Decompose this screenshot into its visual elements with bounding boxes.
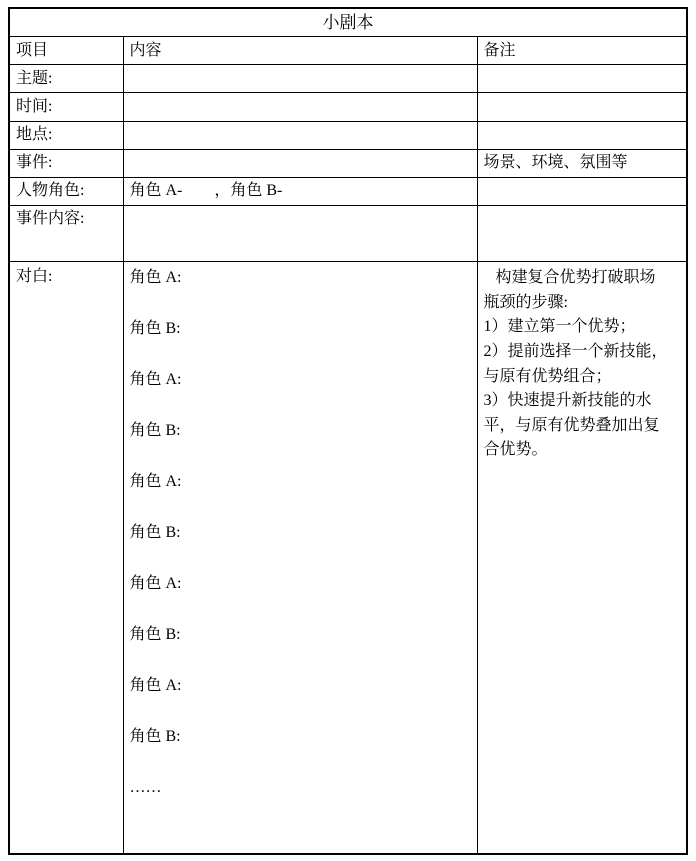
note-cell: 场景、环境、氛围等 [477,149,687,177]
header-item-cell: 项目 [9,37,123,65]
content-cell [123,93,477,121]
note-cell [477,177,687,205]
dialogue-line: 角色 A: [129,575,182,593]
dialogue-line: …… [129,779,162,797]
dialogue-line: 角色 B: [129,422,181,440]
dialogue-note-cell [477,262,687,854]
header-content-cell: 内容 [123,37,477,65]
script-table [8,7,688,855]
header-note-cell: 备注 [477,37,687,65]
note-line: 3）快速提升新技能的水 [483,392,652,410]
dialogue-item-label: 对白: [9,262,123,854]
item-cell: 事件内容: [9,205,123,261]
table-row [9,121,687,149]
note-cell [477,65,687,93]
table-row [9,93,687,121]
item-cell: 主题: [9,65,123,93]
note-cell [477,121,687,149]
note-line: 平，与原有优势叠加出复 [483,416,660,434]
note-line: 2）提前选择一个新技能， [483,342,668,360]
table-title: 小剧本 [9,8,687,37]
table-row [9,205,687,261]
item-cell: 人物角色: [9,177,123,205]
table-row [9,149,687,177]
note-cell [477,205,687,261]
item-cell: 时间: [9,93,123,121]
note-line: 合优势。 [483,441,548,459]
content-cell [123,65,477,93]
dialogue-line: 角色 B: [129,626,181,644]
title-row [9,8,687,37]
content-cell: 角色 A- ，角色 B- [123,177,477,205]
note-line: 构建复合优势打破职场 [495,269,656,287]
note-line: 与原有优势组合； [483,367,612,385]
dialogue-line: 角色 B: [129,524,181,542]
dialogue-row [9,262,687,854]
table-row [9,177,687,205]
note-cell [477,93,687,121]
content-cell [123,121,477,149]
dialogue-line: 角色 A: [129,371,182,389]
content-cell [123,149,477,177]
note-line: 1）建立第一个优势； [483,318,636,336]
content-cell [123,205,477,261]
dialogue-line: 角色 B: [129,728,181,746]
item-cell: 地点: [9,121,123,149]
dialogue-line: 角色 A: [129,677,182,695]
dialogue-line: 角色 A: [129,269,182,287]
item-cell: 事件: [9,149,123,177]
table-header-row [9,37,687,65]
dialogue-line: 角色 A: [129,473,182,491]
table-body [9,65,687,262]
note-line: 瓶颈的步骤: [483,293,568,311]
dialogue-line: 角色 B: [129,320,181,338]
dialogue-content-cell [123,262,477,854]
table-row [9,65,687,93]
